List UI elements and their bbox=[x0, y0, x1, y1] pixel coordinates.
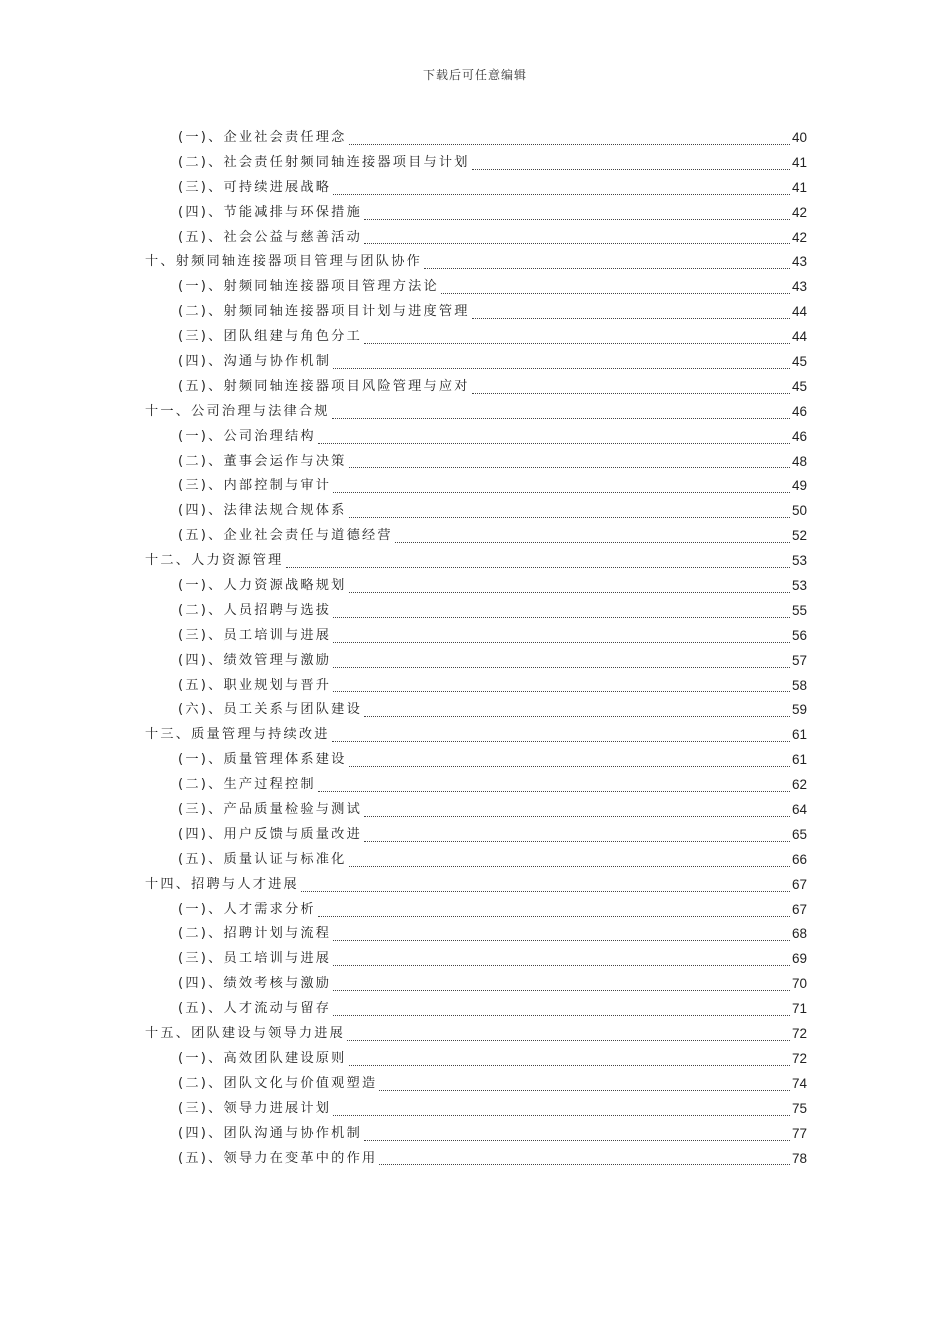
toc-page-number: 57 bbox=[791, 652, 807, 668]
toc-section-entry[interactable] bbox=[145, 599, 807, 624]
toc-dot-leader bbox=[349, 466, 790, 468]
toc-section-entry[interactable] bbox=[145, 1047, 807, 1072]
toc-section-entry[interactable] bbox=[145, 823, 807, 848]
toc-entry-label: 十三、质量管理与持续改进 bbox=[145, 727, 330, 743]
toc-section-entry[interactable] bbox=[145, 300, 807, 325]
toc-dot-leader bbox=[333, 367, 790, 369]
toc-section-entry[interactable] bbox=[145, 499, 807, 524]
toc-page-number: 40 bbox=[791, 129, 807, 145]
toc-section-entry[interactable] bbox=[145, 450, 807, 475]
toc-entry-label: (二)、团队文化与价值观塑造 bbox=[178, 1075, 378, 1091]
toc-page-number: 67 bbox=[791, 901, 807, 917]
toc-page-number: 77 bbox=[791, 1125, 807, 1141]
toc-entry-label: 十一、公司治理与法律合规 bbox=[145, 403, 330, 419]
toc-page-number: 41 bbox=[791, 154, 807, 170]
toc-page-number: 45 bbox=[791, 378, 807, 394]
toc-page-number: 43 bbox=[791, 254, 807, 270]
toc-section-entry[interactable] bbox=[145, 375, 807, 400]
toc-entry-label: (五)、质量认证与标准化 bbox=[178, 851, 347, 867]
toc-page-number: 55 bbox=[791, 602, 807, 618]
toc-page-number: 56 bbox=[791, 627, 807, 643]
toc-dot-leader bbox=[333, 616, 790, 618]
toc-dot-leader bbox=[332, 740, 790, 742]
toc-entry-label: (二)、射频同轴连接器项目计划与进度管理 bbox=[178, 304, 470, 320]
toc-entry-label: (二)、招聘计划与流程 bbox=[178, 926, 332, 942]
toc-section-entry[interactable] bbox=[145, 1072, 807, 1097]
toc-dot-leader bbox=[333, 666, 790, 668]
toc-entry-label: (一)、高效团队建设原则 bbox=[178, 1050, 347, 1066]
toc-section-entry[interactable] bbox=[145, 947, 807, 972]
toc-page-number: 62 bbox=[791, 777, 807, 793]
toc-page-number: 48 bbox=[791, 453, 807, 469]
toc-page-number: 45 bbox=[791, 354, 807, 369]
toc-page-number: 44 bbox=[791, 329, 807, 345]
toc-entry-label: (二)、董事会运作与决策 bbox=[178, 453, 347, 469]
toc-dot-leader bbox=[318, 442, 790, 444]
toc-dot-leader bbox=[395, 541, 790, 543]
toc-entry-label: (一)、人才需求分析 bbox=[178, 901, 316, 917]
toc-entry-label: (四)、沟通与协作机制 bbox=[178, 354, 332, 369]
toc-page-number: 53 bbox=[791, 578, 807, 594]
toc-page-number: 53 bbox=[791, 553, 807, 569]
toc-chapter-entry[interactable] bbox=[145, 873, 807, 898]
toc-section-entry[interactable] bbox=[145, 275, 807, 300]
toc-section-entry[interactable] bbox=[145, 923, 807, 948]
toc-dot-leader bbox=[318, 790, 790, 792]
toc-section-entry[interactable] bbox=[145, 201, 807, 226]
toc-page-number: 42 bbox=[791, 204, 807, 220]
toc-dot-leader bbox=[441, 292, 790, 294]
toc-dot-leader bbox=[333, 641, 790, 643]
toc-page-number: 61 bbox=[791, 752, 807, 768]
toc-entry-label: (三)、内部控制与审计 bbox=[178, 478, 332, 494]
toc-section-entry[interactable] bbox=[145, 474, 807, 499]
toc-dot-leader bbox=[286, 566, 790, 568]
page-header: 下载后可任意编辑 bbox=[422, 68, 527, 82]
toc-entry-label: (五)、职业规划与晋升 bbox=[178, 677, 332, 693]
toc-chapter-entry[interactable] bbox=[145, 549, 807, 574]
toc-entry-label: (四)、绩效管理与激励 bbox=[178, 652, 332, 668]
toc-dot-leader bbox=[364, 242, 790, 244]
toc-chapter-entry[interactable] bbox=[145, 723, 807, 748]
toc-entry-label: (五)、人才流动与留存 bbox=[178, 1001, 332, 1017]
toc-entry-label: (三)、可持续进展战略 bbox=[178, 179, 332, 195]
toc-page-number: 52 bbox=[791, 528, 807, 544]
toc-section-entry[interactable] bbox=[145, 1122, 807, 1147]
toc-dot-leader bbox=[424, 267, 790, 269]
toc-dot-leader bbox=[379, 1089, 790, 1091]
toc-section-entry[interactable] bbox=[145, 997, 807, 1022]
toc-entry-label: (四)、团队沟通与协作机制 bbox=[178, 1125, 362, 1141]
toc-entry-label: (三)、员工培训与进展 bbox=[178, 627, 332, 643]
toc-dot-leader bbox=[364, 342, 790, 344]
toc-dot-leader bbox=[333, 690, 790, 692]
toc-entry-label: (六)、员工关系与团队建设 bbox=[178, 702, 362, 718]
toc-dot-leader bbox=[349, 516, 790, 518]
toc-entry-label: 十四、招聘与人才进展 bbox=[145, 876, 299, 892]
toc-section-entry[interactable] bbox=[145, 425, 807, 450]
toc-dot-leader bbox=[349, 1064, 790, 1066]
toc-chapter-entry[interactable] bbox=[145, 250, 807, 275]
toc-page-number: 46 bbox=[791, 403, 807, 419]
toc-section-entry[interactable] bbox=[145, 773, 807, 798]
toc-page-number: 46 bbox=[791, 428, 807, 444]
toc-dot-leader bbox=[333, 1114, 790, 1116]
toc-page-number: 72 bbox=[791, 1026, 807, 1042]
toc-dot-leader bbox=[379, 1163, 790, 1165]
toc-page-number: 43 bbox=[791, 279, 807, 295]
toc-dot-leader bbox=[333, 964, 790, 966]
toc-section-entry[interactable] bbox=[145, 226, 807, 251]
toc-section-entry[interactable] bbox=[145, 898, 807, 923]
toc-page-number: 58 bbox=[791, 677, 807, 693]
toc-entry-label: (四)、节能减排与环保措施 bbox=[178, 204, 362, 220]
toc-section-entry[interactable] bbox=[145, 848, 807, 873]
toc-dot-leader bbox=[364, 1139, 790, 1141]
toc-chapter-entry[interactable] bbox=[145, 400, 807, 425]
toc-page-number: 61 bbox=[791, 727, 807, 743]
toc-section-entry[interactable] bbox=[145, 126, 807, 151]
toc-page-number: 64 bbox=[791, 802, 807, 818]
toc-entry-label: (三)、团队组建与角色分工 bbox=[178, 329, 362, 345]
toc-page-number: 65 bbox=[791, 826, 807, 842]
toc-page-number: 68 bbox=[791, 926, 807, 942]
toc-dot-leader bbox=[333, 939, 790, 941]
toc-entry-label: (四)、法律法规合规体系 bbox=[178, 503, 347, 519]
toc-page-number: 74 bbox=[791, 1075, 807, 1091]
toc-page-number: 75 bbox=[791, 1100, 807, 1116]
toc-section-entry[interactable] bbox=[145, 748, 807, 773]
toc-dot-leader bbox=[333, 989, 790, 991]
toc-entry-label: 十五、团队建设与领导力进展 bbox=[145, 1026, 346, 1042]
toc-entry-label: (三)、员工培训与进展 bbox=[178, 951, 332, 967]
toc-dot-leader bbox=[364, 218, 790, 220]
toc-page-number: 69 bbox=[791, 951, 807, 967]
toc-page-number: 67 bbox=[791, 876, 807, 892]
toc-entry-label: (四)、用户反馈与质量改进 bbox=[178, 826, 362, 842]
toc-dot-leader bbox=[472, 168, 790, 170]
toc-dot-leader bbox=[364, 840, 790, 842]
toc-page-number: 72 bbox=[791, 1050, 807, 1066]
toc-entry-label: (二)、社会责任射频同轴连接器项目与计划 bbox=[178, 154, 470, 170]
toc-entry-label: 十、射频同轴连接器项目管理与团队协作 bbox=[145, 254, 422, 270]
toc-entry-label: (一)、射频同轴连接器项目管理方法论 bbox=[178, 279, 439, 295]
toc-entry-label: (一)、公司治理结构 bbox=[178, 428, 316, 444]
toc-entry-label: (一)、质量管理体系建设 bbox=[178, 752, 347, 768]
toc-page-number: 78 bbox=[791, 1150, 807, 1166]
toc-section-entry[interactable] bbox=[145, 325, 807, 350]
table-of-contents bbox=[145, 126, 807, 1171]
toc-dot-leader bbox=[333, 491, 790, 493]
toc-section-entry[interactable] bbox=[145, 574, 807, 599]
toc-section-entry[interactable] bbox=[145, 972, 807, 997]
toc-dot-leader bbox=[332, 417, 790, 419]
toc-entry-label: (五)、企业社会责任与道德经营 bbox=[178, 528, 393, 544]
toc-section-entry[interactable] bbox=[145, 350, 807, 375]
toc-entry-label: (三)、领导力进展计划 bbox=[178, 1100, 332, 1116]
toc-dot-leader bbox=[472, 317, 790, 319]
toc-dot-leader bbox=[364, 815, 790, 817]
toc-page-number: 70 bbox=[791, 976, 807, 992]
toc-section-entry[interactable] bbox=[145, 176, 807, 201]
toc-section-entry[interactable] bbox=[145, 524, 807, 549]
toc-entry-label: 十二、人力资源管理 bbox=[145, 553, 284, 569]
toc-page-number: 50 bbox=[791, 503, 807, 519]
toc-dot-leader bbox=[349, 143, 790, 145]
toc-page-number: 49 bbox=[791, 478, 807, 494]
toc-page-number: 71 bbox=[791, 1001, 807, 1017]
toc-chapter-entry[interactable] bbox=[145, 1022, 807, 1047]
toc-dot-leader bbox=[364, 715, 790, 717]
toc-entry-label: (二)、人员招聘与选拔 bbox=[178, 602, 332, 618]
toc-dot-leader bbox=[347, 1039, 790, 1041]
toc-dot-leader bbox=[472, 392, 790, 394]
toc-section-entry[interactable] bbox=[145, 798, 807, 823]
toc-section-entry[interactable] bbox=[145, 1147, 807, 1172]
toc-section-entry[interactable] bbox=[145, 698, 807, 723]
toc-dot-leader bbox=[333, 193, 790, 195]
toc-entry-label: (三)、产品质量检验与测试 bbox=[178, 802, 362, 818]
toc-entry-label: (二)、生产过程控制 bbox=[178, 777, 316, 793]
toc-dot-leader bbox=[349, 865, 790, 867]
toc-dot-leader bbox=[318, 915, 790, 917]
toc-section-entry[interactable] bbox=[145, 649, 807, 674]
toc-entry-label: (五)、社会公益与慈善活动 bbox=[178, 229, 362, 245]
toc-dot-leader bbox=[349, 765, 790, 767]
toc-section-entry[interactable] bbox=[145, 151, 807, 176]
toc-page-number: 59 bbox=[791, 702, 807, 718]
toc-page-number: 42 bbox=[791, 229, 807, 245]
toc-page-number: 44 bbox=[791, 304, 807, 320]
toc-dot-leader bbox=[349, 591, 790, 593]
toc-entry-label: (五)、射频同轴连接器项目风险管理与应对 bbox=[178, 378, 470, 394]
toc-dot-leader bbox=[333, 1014, 790, 1016]
toc-page-number: 66 bbox=[791, 851, 807, 867]
toc-section-entry[interactable] bbox=[145, 674, 807, 699]
toc-section-entry[interactable] bbox=[145, 624, 807, 649]
toc-entry-label: (四)、绩效考核与激励 bbox=[178, 976, 332, 992]
toc-entry-label: (一)、人力资源战略规划 bbox=[178, 578, 347, 594]
toc-page-number: 41 bbox=[791, 179, 807, 195]
toc-entry-label: (一)、企业社会责任理念 bbox=[178, 129, 347, 145]
toc-entry-label: (五)、领导力在变革中的作用 bbox=[178, 1150, 378, 1166]
toc-section-entry[interactable] bbox=[145, 1097, 807, 1122]
toc-dot-leader bbox=[301, 890, 790, 892]
